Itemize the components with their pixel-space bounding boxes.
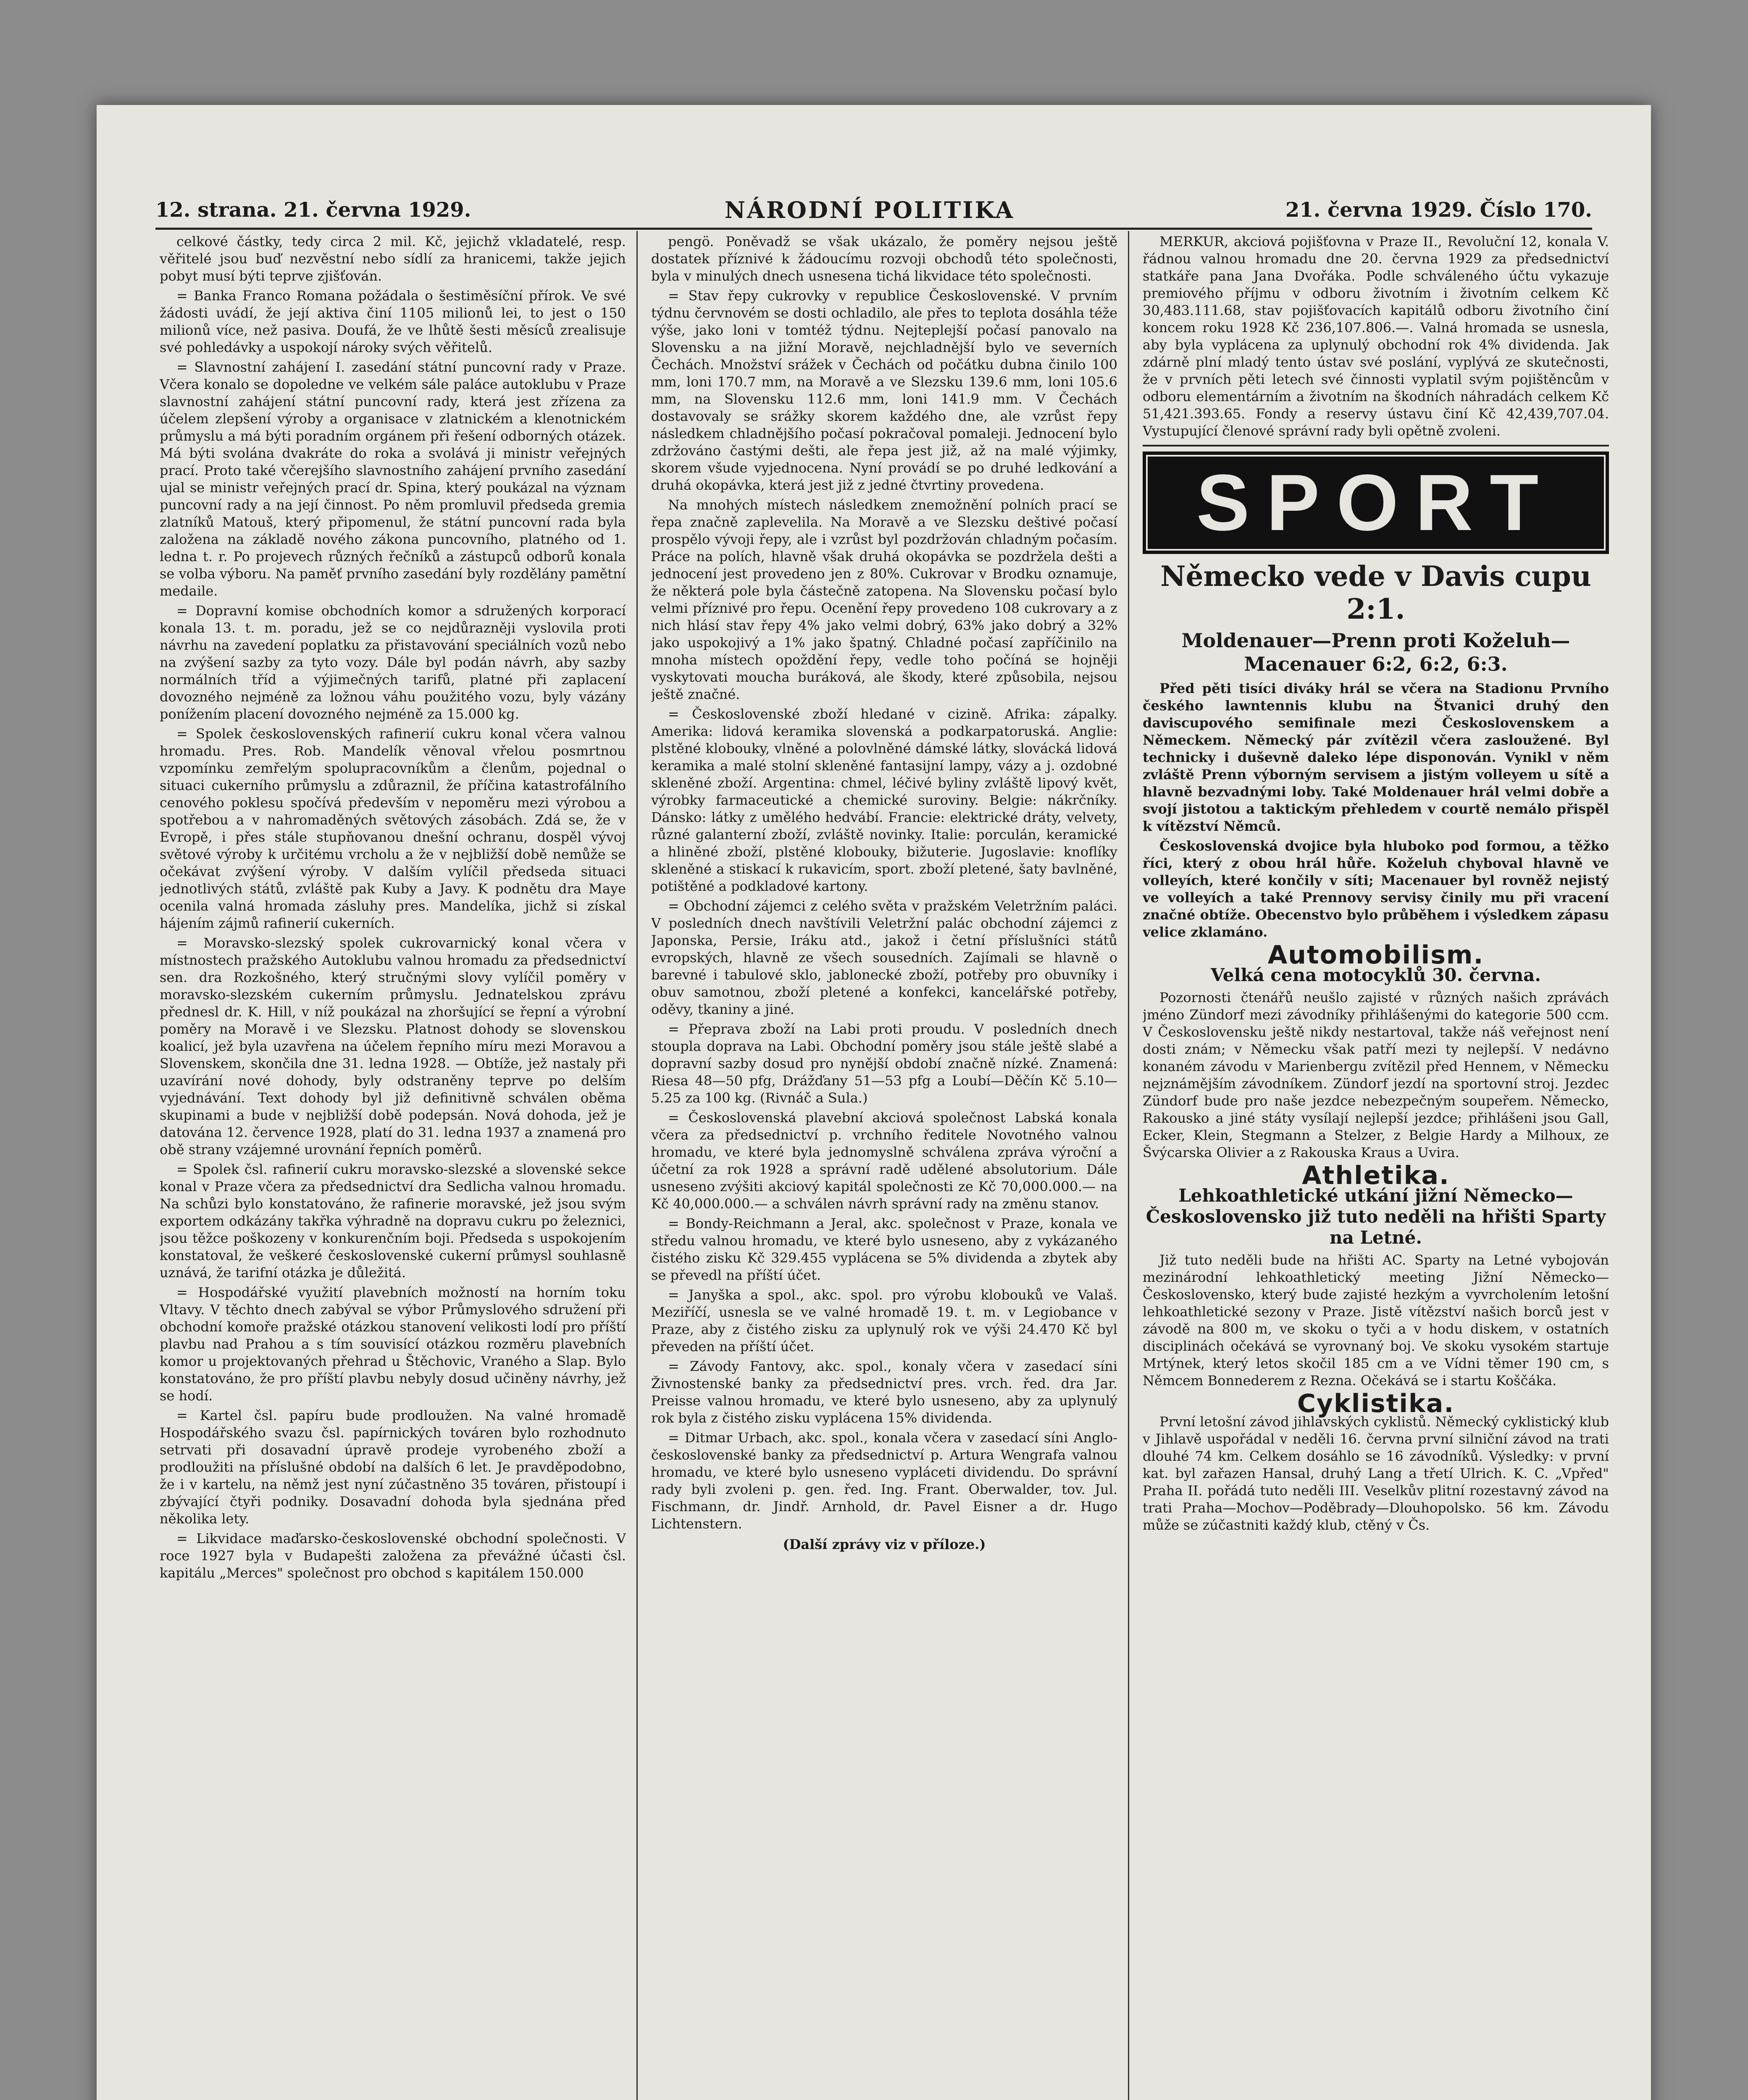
article-paragraph: = Banka Franco Romana požádala o šestiměsíční přírok. Ve své žádosti uvádí, že její aktiva činí 1105 milionů lei, to jest o 150 milionů více, než pasiva. Doufá, že ve lhůtě šesti měsíců zrealisuje své pohledávky a uspokojí nároky svých věřitelů.	[160, 288, 626, 355]
article-paragraph: = Spolek československých rafinerií cukru konal včera valnou hromadu. Pres. Rob. Mandelík věnoval vřelou posmrtnou vzpomínku zemřelým spolupracovníkům a členům, pojednal o situaci cukerního průmyslu a zdůraznil, že příčina katastrofálního cenového poklesu spočívá především v nepoměru mezi výrobou a spotřebou a v nahromaděných světových zásobách. Zdá se, že v Evropě, i přes stále stupňovanou dnešní ochranu, dospěl vývoj světové výroby k určitému vrcholu a že v nejbližší době nemůže se očekávat zvýšení výroby. V dalším vylíčil předseda situaci jednotlivých států, zvláště pak Kuby a Javy. K podnětu dra Maye ocenila valná hromada zásluhy pres. Mandelíka, jichž si získal hájením zájmů rafinerií cukerních.	[160, 726, 626, 931]
article-paragraph: = Slavnostní zahájení I. zasedání státní puncovní rady v Praze. Včera konalo se dopoledne ve velkém sále paláce autoklubu v Praze slavnostní zahájení státní puncovní rady, která jest zřízena za účelem zlepšení výroby a organisace v zlatnickém a klenotnickém průmyslu a má býti poradním orgánem při řešení odborných otázek. Má býti svolána dvakráte do roka a svolává ji ministr veřejných prací. Proto také včerejšího slavnostního zahájení prvního zasedání ujal se ministr veřejných prací dr. Spina, který poukázal na význam puncovní rady a na její činnost. Po něm promluvil předseda gremia zlatníků Matouš, který připomenul, že státní puncovní rada byla založena na základě nového zákona puncovního, platného od 1. ledna t. r. Po projevech různých řečníků a zástupců odborů konala se volba výboru. Na paměť prvního zasedání byly rozdělány pamětní medaile.	[160, 359, 626, 599]
article-paragraph: = Hospodářské využití plavebních možností na horním toku Vltavy. V těchto dnech zabýval se výbor Průmyslového sdružení při obchodní komoře pražské otázkou stanovení velikosti lodí pro příští plavbu nad Prahou a s tím souvisící otázkou rozměru plavebních komor u projektovaných přehrad u Štěchovic, Vraného a Slap. Bylo konstatováno, že pro příští plavbu nebyly dosud učiněny návrhy, jež se hodí.	[160, 1284, 626, 1404]
article-paragraph: = Československá plavební akciová společnost Labská konala včera za předsednictví p. vrchního ředitele Novotného valnou hromadu, ve které byla jednomyslně schválena zpráva výroční a účetní za rok 1928 a správní radě udělené absolutorium. Dále usneseno zvýšiti akciový kapitál společnosti ze Kč 70,000.000.— na Kč 40,000.000.— a schválen návrh správní rady na změnu stanov.	[651, 1110, 1117, 1212]
page-number-date: 12. strana. 21. června 1929.	[155, 198, 471, 222]
issue-date-number: 21. června 1929. Číslo 170.	[1285, 198, 1592, 222]
column-divider	[1128, 231, 1129, 2100]
article-paragraph: = Likvidace maďarsko-československé obchodní společnosti. V roce 1927 byla v Budapešti založena za převážné účasti čsl. kapitálu „Merces" společnost pro obchod s kapitálem 150.000	[160, 1530, 626, 1581]
article-paragraph: = Spolek čsl. rafinerií cukru moravsko-slezské a slovenské sekce konal v Praze včera za předsednictví dra Sedlicha valnou hromadu. Na schůzi bylo konstatováno, že rafinerie moravské, jež jsou svým exportem odkázány takřka výhradně na dopravu cukru po železnici, jsou těžce poškozeny v konkurenčním boji. Předseda s uspokojením konstatoval, že veškeré československé cukerní průmysl souhlasně uznává, že tarifní otázka je důležitá.	[160, 1161, 626, 1281]
article-paragraph: = Janyška a spol., akc. spol. pro výrobu klobouků ve Valaš. Meziříčí, usnesla se ve valné hromadě 19. t. m. v Legiobance v Praze, aby z čistého zisku za uplynulý rok ve výši 24.470 Kč byl převeden na příští účet.	[651, 1287, 1117, 1354]
article-paragraph: = Bondy-Reichmann a Jeral, akc. společnost v Praze, konala ve středu valnou hromadu, ve které bylo usneseno, aby z vykázaného čistého zisku Kč 329.455 vyplácena se 5% dividenda a zbytek aby se převedl na příští účet.	[651, 1215, 1117, 1283]
article-paragraph: = Moravsko-slezský spolek cukrovarnický konal včera v místnostech pražského Autoklubu valnou hromadu za předsednictví sen. dra Rozkošného, který stručnými slovy vylíčil poměry v moravsko-slezském cukerním průmyslu. Jednatelskou zprávu přednesl dr. K. Hill, v níž poukázal na zhoršující se řepní a výrobní poměry na Moravě i ve Slezsku. Platnost dohody se slovenskou koalicí, jež byla uzavřena na účelem řepního míru mezi Moravou a Slovenskem, skončila dne 31. ledna 1928. — Obtíže, jež nastaly při uzavírání nové dohody, byly odstraněny teprve po delším vyjednávání. Text dohody byl již definitivně schválen oběma skupinami a bude v nejbližší době podepsán. Nová dohoda, jež je datována 12. července 1928, platí do 31. ledna 1937 a znamená pro obě strany vzájemné urovnání řepních poměrů.	[160, 935, 626, 1158]
article-paragraph: celkové částky, tedy circa 2 mil. Kč, jejichž vkladatelé, resp. věřitelé jsou buď nezvěstní nebo sídlí za hranicemi, takže jejich pobyt musí býti teprve zjišťován.	[160, 234, 626, 284]
column-3	[1143, 233, 1609, 2100]
sport-headline: Německo vede v Davis cupu 2:1.	[1160, 560, 1591, 625]
cycling-paragraph: První letošní závod jihlavských cyklistů. Německý cyklistický klub v Jihlavě uspořádal v neděli 16. června první silniční závod na trati dlouhé 74 km. Celkem dosáhlo se 16 závodníků. Výsledky: v první kat. byl zařazen Hansal, druhý Lang a třetí Ulrich. K. C. „Vpřed" Praha II. pořádá tuto neděli III. Veselkův plitní rozestavný závod na trati Praha—Mochov—Poděbrady—Dlouhopolsko. 56 km. Závodu může se zúčastniti každý klub, ctěný v Čs.	[1143, 1414, 1609, 1533]
automobilism-heading: Automobilism.	[1267, 940, 1484, 970]
article-paragraph: = Kartel čsl. papíru bude prodloužen. Na valné hromadě Hospodářského svazu čsl. papírnických továren bylo rozhodnuto setrvati při dosavadní úpravě prodeje vyrobeného zboží a prodloužiti na příslušné období na dalších 6 let. Je pravděpodobno, že i v kartelu, na němž jest nyní zúčastněno 35 továren, přistoupí i zbývající čtyři podniky. Dosavadní dohoda byla sjednána před několika lety.	[160, 1407, 626, 1527]
page-header	[155, 193, 1592, 227]
athletics-subheading: Lehkoathletické utkání jižní Německo—Československo již tuto neděli na hřišti Sparty na Letné.	[1146, 1185, 1606, 1248]
article-paragraph: = Závody Fantovy, akc. spol., konaly včera v zasedací síni Živnostenské banky za předsednictví pres. vrch. řed. dra Jar. Preisse valnou hromadu, ve které bylo usneseno, aby za uplynulý rok byla z čistého zisku vyplácena 15% dividenda.	[651, 1358, 1117, 1426]
column-2	[651, 233, 1117, 2100]
article-paragraph: pengö. Poněvadž se však ukázalo, že poměry nejsou ještě dostatek příznivé k žádoucímu rozvoji obchodů této společnosti, byla v minulých dnech usnesena tichá likvidace této společnosti.	[651, 234, 1117, 284]
masthead: NÁRODNÍ POLITIKA	[724, 197, 1015, 223]
sport-banner	[1143, 452, 1609, 554]
section-rule	[1143, 445, 1609, 446]
automobilism-subheading: Velká cena motocyklů 30. června.	[1211, 965, 1541, 985]
continued-note: (Další zprávy viz v příloze.)	[783, 1536, 986, 1552]
article-paragraph: = Přeprava zboží na Labi proti proudu. V posledních dnech stoupla doprava na Labi. Obchodní poměry jsou stále ještě slabé a dopravní sazby dosud pro nynější období značně nízké. Znamená: Riesa 48—50 pfg, Drážďany 51—53 pfg a Loubí—Děčín Kč 5.10—5.25 za 100 kg. (Rivnáč a Sula.)	[651, 1021, 1117, 1106]
athletics-paragraph: Již tuto neděli bude na hřišti AC. Sparty na Letné vybojován mezinárodní lehkoathletický meeting Jižní Německo—Československo, který bude zajisté hezkým a vyvrcholením letošní lehkoathletické sezony v Praze. Jistě vítězství našich borců jest v závodě na 800 m, ve skoku o tyči a v hodu diskem, v ostatních disciplinách očekává se vyrovnaný boj. Ve skoku vysokém startuje Mrtýnek, který letos skočil 185 cm a ve Vídni těmer 190 cm, s Němcem Bonnederem z Rezna. Očekává se i startu Koščáka.	[1143, 1252, 1609, 1389]
article-paragraph: = Dopravní komise obchodních komor a sdružených korporací konala 13. t. m. poradu, jež se co nejdůrazněji vyslovila proti návrhu na zavedení poplatku za přistavování speciálních vozů nebo na zvýšení sazby za tyto vozy. Dále byl podán návrh, aby sazby normálních tříd a výjimečných tarifů, platné při zaplacení dovozného nejméně za ložnou váhu použitého vozu, byly vázány ponížením placení dovozného nejméně za 15.000 kg.	[160, 603, 626, 722]
sport-subheadline: Moldenauer—Prenn proti Koželuh—Macenauer 6:2, 6:2, 6:3.	[1181, 629, 1570, 675]
sport-paragraph: Československá dvojice byla hluboko pod formou, a těžko říci, který z obou hrál hůře. Koželuh chyboval hlavně ve volleyích, které končily v síti; Macenauer byl rovněž nejistý ve volleyích a také Prennovy servisy činily mu při vracení značné obtíže. Obecenstvo bylo průběhem i výsledkem zápasu velice zklamáno.	[1143, 838, 1609, 940]
newspaper-page	[97, 105, 1651, 2100]
article-paragraph: = Obchodní zájemci z celého světa v pražském Veletržním paláci. V posledních dnech navštívili Veletržní palác obchodní zájemci z Japonska, Persie, Iráku atd., jakož i četní příslušníci států evropských, hlavně ze všech sousedních. Zajímali se hlavně o barevné i tabulové sklo, jablonecké zboží, potřeby pro obuvníky i obuv samotnou, zboží pletené a konfekci, kancelářské potřeby, oděvy, tkaniny a jiné.	[651, 898, 1117, 1017]
sport-banner-text: SPORT	[1148, 457, 1604, 549]
article-paragraph: = Ditmar Urbach, akc. spol., konala včera v zasedací síni Anglo-československé banky za předsednictví p. Artura Wengrafa valnou hromadu, ve které bylo usneseno vypláceti dividendu. Do správní rady byli zvoleni p. gen. řed. Ing. Frant. Oberwalder, tov. Jul. Fischmann, dr. Jindř. Arnhold, dr. Pavel Eisner a dr. Hugo Lichtenstern.	[651, 1430, 1117, 1532]
article-paragraph: Na mnohých místech následkem znemožnění polních prací se řepa značně zaplevelila. Na Moravě a ve Slezsku deštivé počasí prospělo vývoji řepy, ale i vzrůst byl pozdržován chladným počasím. Práce na polích, hlavně však druhá okopávka se pozdržela dešti a jednocení jest provedeno jen z 80%. Cukrovar v Brodku oznamuje, že některá pole byla částečně zatopena. Na Slovensku počasí bylo velmi příznivé pro řepu. Ocenění řepy provedeno 108 cukrovary a z nich hlásí stav řepy 4% jako velmi dobrý, 63% jako dobrý a 32% jako uspokojivý a 1% jako špatný. Chladné počasí zapříčinilo na mnoha místech opoždění řepy, vedle toho počíná se hojněji vyskytovati moucha buráková, ale škody, které způsobila, nejsou ještě značné.	[651, 497, 1117, 702]
article-paragraph: MERKUR, akciová pojišťovna v Praze II., Revoluční 12, konala V. řádnou valnou hromadu dne 20. června 1929 za předsednictví statkáře pana Jana Dvořáka. Podle schváleného účtu vykazuje premiového příjmu v odboru životním i životním celkem Kč 30,483.111.68, stav pojišťovacích kapitálů odboru životního činí koncem roku 1928 Kč 236,107.806.—. Valná hromada se usnesla, aby byla vyplácena za uplynulý obchodní rok 4% dividenda. Jak zdárně plní mladý tento ústav své poslání, vyplývá ze skutečnosti, že v prvních pěti letech své činnosti vyplatil svým pojištěncům v odboru elementárním a životním na škodních náhradách celkem Kč 51,421.393.65. Fondy a reservy ústavu činí Kč 42,439,707.04. Vystupující členové správní rady byli opětně zvoleni.	[1143, 234, 1609, 439]
cycling-heading: Cyklistika.	[1297, 1389, 1455, 1418]
header-rule	[155, 228, 1592, 230]
column-divider	[636, 231, 638, 2100]
automobilism-paragraph: Pozornosti čtenářů neušlo zajisté v různých našich zprávách jméno Zündorf mezi závodníky přihlášenými do kategorie 500 ccm. V Československu ještě nikdy nestartoval, takže náš veřejnost není dosti znám; v Německu však patří mezi ty nejlepší. V nedávno konaném závodu v Marienbergu zvítězil před Hennem, v Německu nejznámějším závodníkem. Zündorf jezdí na sportovní stroj. Jezdec Zündorf bude pro naše jezdce nebezpečným soupeřem. Německo, Rakousko a jiné státy vysílají nejlepší jezdce; přihlášeni jsou Gall, Ecker, Klein, Stegmann a Stelzer, z Belgie Hardy a Milhoux, ze Švýcarska Olivier a z Rakouska Kraus a Uvira.	[1143, 990, 1609, 1160]
article-paragraph: = Stav řepy cukrovky v republice Československé. V prvním týdnu červnovém se dosti ochladilo, ale přes to teplota dosáhla téže výše, jako loni v tomtéž týdnu. Nejteplejší počasí panovalo na Slovensku a na jižní Moravě, nejchladnější bylo ve severních Čechách. Množství srážek v Čechách od počátku dubna činilo 100 mm, loni 170.7 mm, na Moravě a ve Slezsku 139.6 mm, loni 105.6 mm, na Slovensku 112.6 mm, loni 141.9 mm. V Čechách dostavovaly se srážky skorem každého dne, ale vzrůst řepy následkem chladnějšího počasí pokračoval pomaleji. Jednocení bylo zdržováno častými dešti, ale řepa jest již, až na malé výjimky, skorem všude vyjednocena. Nyní provádí se po druhé ledkování a druhá okopávka, která jest již z jedné čtvrtiny provedena.	[651, 288, 1117, 493]
sport-lead-paragraph: Před pěti tisíci diváky hrál se včera na Stadionu Prvního českého lawntennis klubu na Štvanici druhý den daviscupového semifinale mezi Československem a Německem. Německý pár zvítězil včera zasloužené. Byl technicky i duševně daleko lépe disponován. Vynikl v něm zvláště Prenn výborným servisem a jistým volleyem u sítě a hlavně bezvadnými loby. Také Moldenauer hrál velmi dobře a svojí jistotou a taktickým přehledem v courtě nemálo přispěl k vítězství Němců.	[1143, 680, 1609, 834]
column-1	[160, 233, 626, 2100]
athletics-heading: Athletika.	[1302, 1161, 1450, 1190]
article-paragraph: = Československé zboží hledané v cizině. Afrika: zápalky. Amerika: lidová keramika slovenská a podkarpatoruská. Anglie: plstěné klobouky, vlněné a polovlněné dámské látky, slovácká lidová keramika a malé stolní skleněné fantasijní lampy, vázy a j. ozdobné skleněné zboží. Argentina: chmel, léčivé byliny zvláště lipový květ, výrobky farmaceutické a chemické suroviny. Belgie: nákrčníky. Dánsko: látky z umělého hedvábí. Francie: elektrické dráty, velvety, různé galanterní zboží, zvláště novinky. Italie: porculán, keramické a hliněné zboží, plstěné klobouky, bižuterie. Jugoslavie: knoflíky skleněné a stiskací k rukavicím, sport. zboží pletené, šaty bavlněné, potištěné a podkladové kartony.	[651, 706, 1117, 894]
